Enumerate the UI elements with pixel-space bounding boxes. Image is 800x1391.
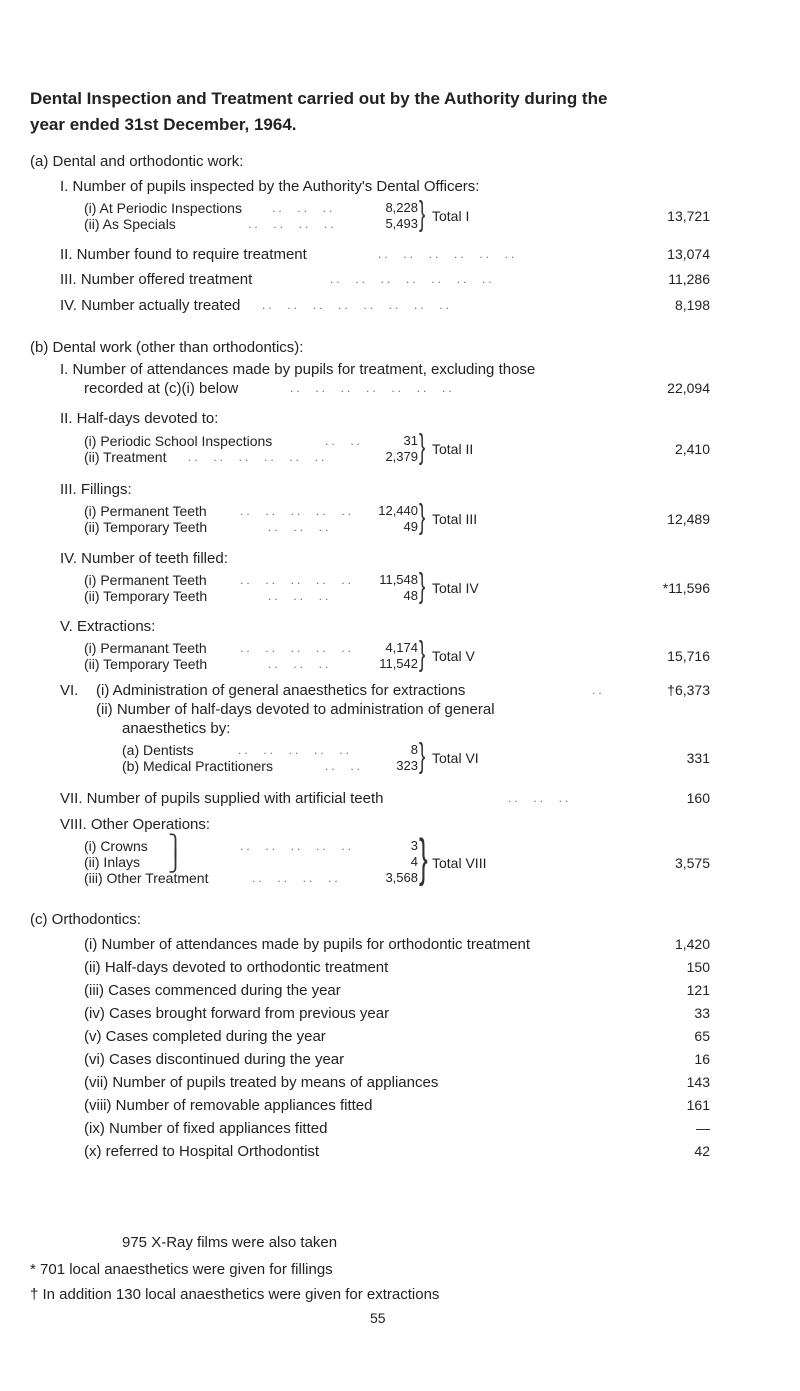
b-iv-2-label: (ii) Temporary Teeth [84, 588, 208, 604]
b-iii-1-value: 12,440 [378, 503, 418, 518]
b-viii-2-value: 4 [410, 854, 418, 869]
a-i-label: I. Number of pupils inspected by the Authority's Dental Officers: [60, 178, 480, 195]
orthodontics-row-value: 33 [694, 1005, 710, 1021]
b-iv-label: IV. Number of teeth filled: [60, 550, 228, 567]
a-total-i-label: Total I [432, 208, 470, 224]
b-viii-label: VIII. Other Operations: [60, 816, 211, 833]
orthodontics-row-value: 161 [686, 1097, 710, 1113]
orthodontics-row-label: (x) referred to Hospital Orthodontist [84, 1143, 320, 1160]
b-vi-1-value: †6,373 [667, 682, 710, 698]
a-ii-value: 13,074 [667, 246, 710, 262]
section-c-heading: (c) Orthodontics: [30, 911, 141, 928]
orthodontics-row-label: (viii) Number of removable appliances fitted [84, 1097, 373, 1114]
b-total-viii-label: Total VIII [432, 855, 487, 871]
leader-dots: .. .. .. .. .. .. .. [330, 272, 495, 286]
b-v-label: V. Extractions: [60, 618, 156, 635]
b-iv-1-label: (i) Permanent Teeth [84, 572, 207, 588]
b-vi-2-label-1: (ii) Number of half-days devoted to administration of general [96, 701, 495, 718]
b-vi-b-value: 323 [396, 758, 418, 773]
b-v-2-value: 11,542 [379, 656, 418, 671]
leader-dots: .. .. [325, 759, 364, 773]
orthodontics-row-label: (v) Cases completed during the year [84, 1028, 326, 1045]
brace: } [419, 195, 426, 233]
b-ii-label: II. Half-days devoted to: [60, 410, 219, 427]
a-ii-label: II. Number found to require treatment [60, 246, 307, 263]
orthodontics-row-value: 16 [694, 1051, 710, 1067]
b-total-ii-value: 2,410 [674, 441, 710, 457]
leader-dots: .. .. .. .. .. [240, 573, 355, 587]
b-vi-a-label: (a) Dentists [122, 742, 194, 758]
brace: } [419, 829, 428, 887]
a-i-1-label: (i) At Periodic Inspections [84, 200, 242, 216]
b-viii-3-value: 3,568 [385, 870, 418, 885]
b-total-v-value: 15,716 [667, 648, 710, 664]
orthodontics-row-label: (iv) Cases brought forward from previous year [84, 1005, 390, 1022]
leader-dots: .. .. [325, 434, 364, 448]
b-v-1-label: (i) Permanant Teeth [84, 640, 207, 656]
b-i-label-2: recorded at (c)(i) below [84, 380, 239, 397]
b-viii-1-value: 3 [410, 838, 418, 853]
footnote-2: † In addition 130 local anaesthetics were given for extractions [30, 1286, 440, 1303]
orthodontics-row-value: 1,420 [674, 936, 710, 952]
b-total-iii-label: Total III [432, 511, 478, 527]
b-ii-1-value: 31 [403, 433, 418, 448]
brace: } [419, 737, 426, 775]
leader-dots: .. .. .. .. .. [240, 504, 355, 518]
b-vi-1-label: (i) Administration of general anaesthetics for extractions [96, 682, 466, 699]
section-a-heading: (a) Dental and orthodontic work: [30, 153, 244, 170]
b-iv-1-value: 11,548 [379, 572, 418, 587]
leader-dots: .. .. .. .. .. [240, 839, 355, 853]
orthodontics-row-value: 65 [694, 1028, 710, 1044]
orthodontics-row-value: 150 [686, 959, 710, 975]
brace: ⎭ [168, 851, 183, 873]
b-iii-1-label: (i) Permanent Teeth [84, 503, 207, 519]
title-line-2: year ended 31st December, 1964. [30, 115, 297, 134]
leader-dots: .. .. .. .. [248, 217, 337, 231]
section-b-heading: (b) Dental work (other than orthodontics): [30, 339, 304, 356]
leader-dots: .. .. .. [268, 657, 332, 671]
b-vi-a-value: 8 [410, 742, 418, 757]
a-total-i-value: 13,721 [667, 208, 710, 224]
brace: } [419, 567, 426, 605]
brace: } [419, 428, 426, 466]
b-ii-1-label: (i) Periodic School Inspections [84, 433, 273, 449]
b-ii-2-value: 2,379 [385, 449, 418, 464]
a-i-2-label: (ii) As Specials [84, 216, 176, 232]
orthodontics-row-label: (iii) Cases commenced during the year [84, 982, 341, 999]
orthodontics-row-label: (vi) Cases discontinued during the year [84, 1051, 345, 1068]
brace: } [419, 635, 426, 673]
b-ii-2-label: (ii) Treatment [84, 449, 167, 465]
orthodontics-row-value: 42 [694, 1143, 710, 1159]
leader-dots: .. .. .. [268, 520, 332, 534]
b-v-2-label: (ii) Temporary Teeth [84, 656, 208, 672]
brace: } [419, 498, 426, 536]
xray-note: 975 X-Ray films were also taken [122, 1234, 338, 1251]
leader-dots: .. .. .. [272, 201, 336, 215]
orthodontics-row-value: 143 [686, 1074, 710, 1090]
leader-dots: .. .. .. .. .. .. .. .. [262, 298, 453, 312]
b-total-vi-label: Total VI [432, 750, 479, 766]
b-i-value: 22,094 [667, 380, 710, 396]
leader-dots: .. .. .. .. .. [238, 743, 353, 757]
b-iii-2-label: (ii) Temporary Teeth [84, 519, 208, 535]
a-iii-value: 11,286 [668, 271, 710, 287]
b-total-iii-value: 12,489 [667, 511, 710, 527]
orthodontics-row-label: (ii) Half-days devoted to orthodontic treatment [84, 959, 389, 976]
b-total-vi-value: 331 [686, 750, 710, 766]
a-iv-label: IV. Number actually treated [60, 297, 241, 314]
leader-dots: .. .. .. .. .. .. .. [290, 381, 455, 395]
a-iv-value: 8,198 [674, 297, 710, 313]
title-line-1: Dental Inspection and Treatment carried out by the Authority during the [30, 89, 608, 108]
b-total-v-label: Total V [432, 648, 475, 664]
leader-dots: .. .. .. [268, 589, 332, 603]
b-vi-2-label-2: anaesthetics by: [122, 720, 231, 737]
orthodontics-row-value: — [696, 1120, 710, 1136]
b-total-iv-label: Total IV [432, 580, 479, 596]
a-i-2-value: 5,493 [385, 216, 418, 231]
b-total-iv-value: *11,596 [662, 580, 710, 596]
leader-dots: .. .. .. .. .. .. [188, 450, 328, 464]
a-iii-label: III. Number offered treatment [60, 271, 253, 288]
b-vii-label: VII. Number of pupils supplied with artificial teeth [60, 790, 384, 807]
b-iv-2-value: 48 [403, 588, 418, 603]
brace: ⎫ [168, 835, 183, 857]
b-i-label-1: I. Number of attendances made by pupils for treatment, excluding those [60, 361, 536, 378]
orthodontics-row-label: (ix) Number of fixed appliances fitted [84, 1120, 328, 1137]
footnote-1: * 701 local anaesthetics were given for fillings [30, 1261, 333, 1278]
a-i-1-value: 8,228 [385, 200, 418, 215]
leader-dots: .. .. .. .. .. .. [378, 247, 518, 261]
orthodontics-row-label: (i) Number of attendances made by pupils for orthodontic treatment [84, 936, 531, 953]
b-viii-3-label: (iii) Other Treatment [84, 870, 209, 886]
orthodontics-row-label: (vii) Number of pupils treated by means of appliances [84, 1074, 439, 1091]
leader-dots: .. [592, 683, 605, 697]
leader-dots: .. .. .. [508, 791, 572, 805]
b-total-viii-value: 3,575 [674, 855, 710, 871]
b-vi-b-label: (b) Medical Practitioners [122, 758, 273, 774]
b-iii-2-value: 49 [403, 519, 418, 534]
page-number: 55 [370, 1310, 386, 1326]
b-viii-2-label: (ii) Inlays [84, 854, 141, 870]
b-viii-1-label: (i) Crowns [84, 838, 148, 854]
b-iii-label: III. Fillings: [60, 481, 132, 498]
orthodontics-row-value: 121 [686, 982, 710, 998]
b-total-ii-label: Total II [432, 441, 474, 457]
leader-dots: .. .. .. .. [252, 871, 341, 885]
b-vii-value: 160 [686, 790, 710, 806]
leader-dots: .. .. .. .. .. [240, 641, 355, 655]
b-vi-number: VI. [60, 682, 79, 699]
b-v-1-value: 4,174 [385, 640, 418, 655]
